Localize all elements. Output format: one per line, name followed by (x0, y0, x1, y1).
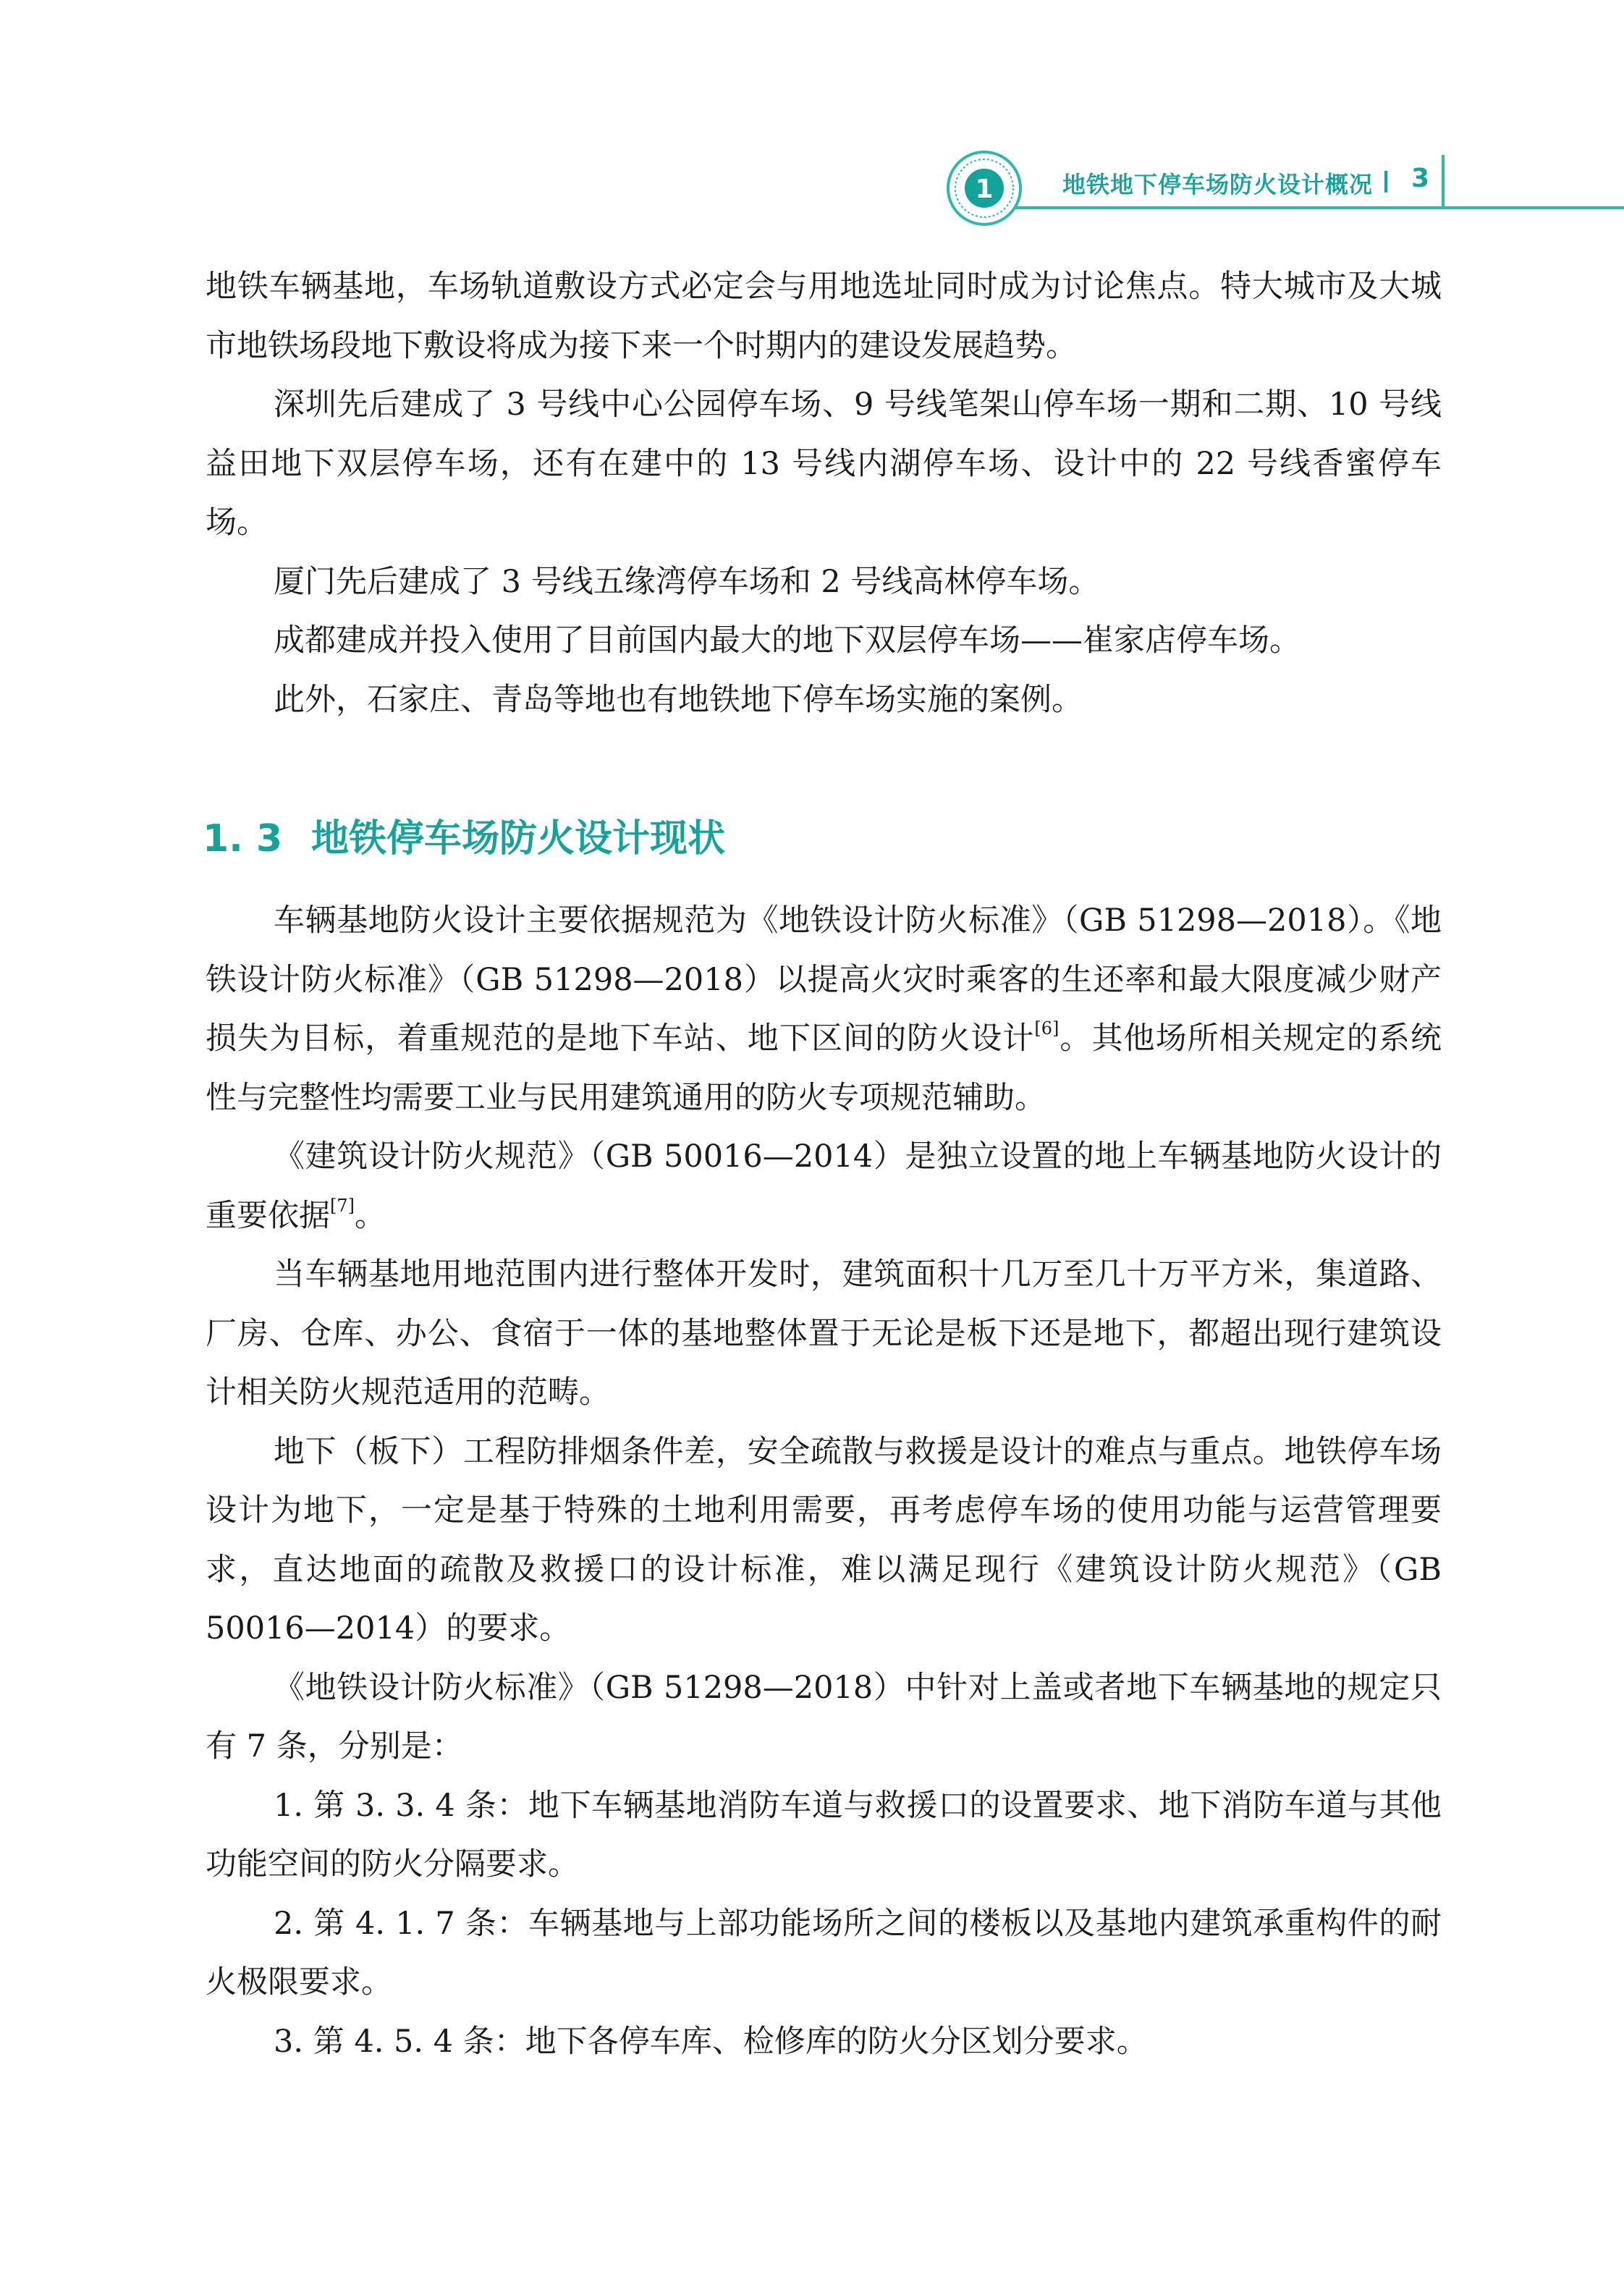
paragraph-text: 。 (355, 1197, 386, 1234)
paragraph: 成都建成并投入使用了目前国内最大的地下双层停车场——崔家店停车场。 (274, 622, 1301, 659)
citation-ref[interactable]: [6] (1034, 1018, 1060, 1039)
page-content (203, 258, 1442, 2071)
citation-ref[interactable]: [7] (330, 1195, 355, 1216)
list-item: 2. 第 4. 1. 7 条：车辆基地与上部功能场所之间的楼板以及基地内建筑承重构件的耐火极限要求。 (206, 1905, 1442, 2000)
chapter-badge-icon (944, 148, 1024, 228)
list-item: 1. 第 3. 3. 4 条：地下车辆基地消防车道与救援口的设置要求、地下消防车道与其他功能空间的防火分隔要求。 (206, 1787, 1442, 1882)
header-separator (1384, 171, 1387, 193)
chapter-number: 1 (975, 174, 994, 204)
list-item: 3. 第 4. 5. 4 条：地下各停车库、检修库的防火分区划分要求。 (274, 2023, 1148, 2060)
section-heading (203, 799, 1442, 879)
paragraph-text: 车辆基地防火设计主要依据规范为《地铁设计防火标准》（GB 51298—2018）。《地铁设计防火标准》（GB 51298—2018）以提高火灾时乘客的生还率和最大限度减少财产损失为目标，着重规范的是地下车站、地下区间的防火设计 (206, 903, 1442, 1057)
page-number: 3 (1411, 164, 1430, 193)
section-number: 1. 3 (203, 817, 283, 861)
section-title: 地铁停车场防火设计现状 (311, 817, 726, 861)
chapter-title: 地铁地下停车场防火设计概况 (1062, 171, 1374, 198)
paragraph: 地下（板下）工程防排烟条件差，安全疏散与救援是设计的难点与重点。地铁停车场设计为地下，一定是基于特殊的土地利用需要，再考虑停车场的使用功能与运营管理要求，直达地面的疏散及救援口的设计标准，难以满足现行《建筑设计防火规范》（GB 50016—2014）的要求。 (206, 1433, 1442, 1647)
paragraph (206, 892, 1442, 1128)
paragraph: 深圳先后建成了 3 号线中心公园停车场、9 号线笔架山停车场一期和二期、10 号线益田地下双层停车场，还有在建中的 13 号线内湖停车场、设计中的 22 号线香蜜停车场。 (206, 386, 1442, 541)
paragraph (206, 1128, 1442, 1246)
paragraph: 地铁车辆基地，车场轨道敷设方式必定会与用地选址同时成为讨论焦点。特大城市及大城市地铁场段地下敷设将成为接下来一个时期内的建设发展趋势。 (206, 269, 1442, 364)
paragraph-text: 《建筑设计防火规范》（GB 50016—2014）是独立设置的地上车辆基地防火设计的重要依据 (206, 1138, 1442, 1234)
paragraph-text: 。其他场所相关规定的系统性与完整性均需要工业与民用建筑通用的防火专项规范辅助。 (206, 1020, 1442, 1116)
paragraph: 厦门先后建成了 3 号线五缘湾停车场和 2 号线高林停车场。 (274, 563, 1100, 600)
header-rule (1007, 206, 1624, 209)
paragraph: 当车辆基地用地范围内进行整体开发时，建筑面积十几万至几十万平方米，集道路、厂房、仓库、办公、食宿于一体的基地整体置于无论是板下还是地下，都超出现行建筑设计相关防火规范适用的范畴。 (206, 1256, 1442, 1411)
paragraph: 《地铁设计防火标准》（GB 51298—2018）中针对上盖或者地下车辆基地的规定只有 7 条，分别是： (206, 1669, 1442, 1764)
paragraph: 此外，石家庄、青岛等地也有地铁地下停车场实施的案例。 (274, 681, 1083, 718)
header-tick (1442, 155, 1445, 207)
running-header (0, 0, 1624, 246)
